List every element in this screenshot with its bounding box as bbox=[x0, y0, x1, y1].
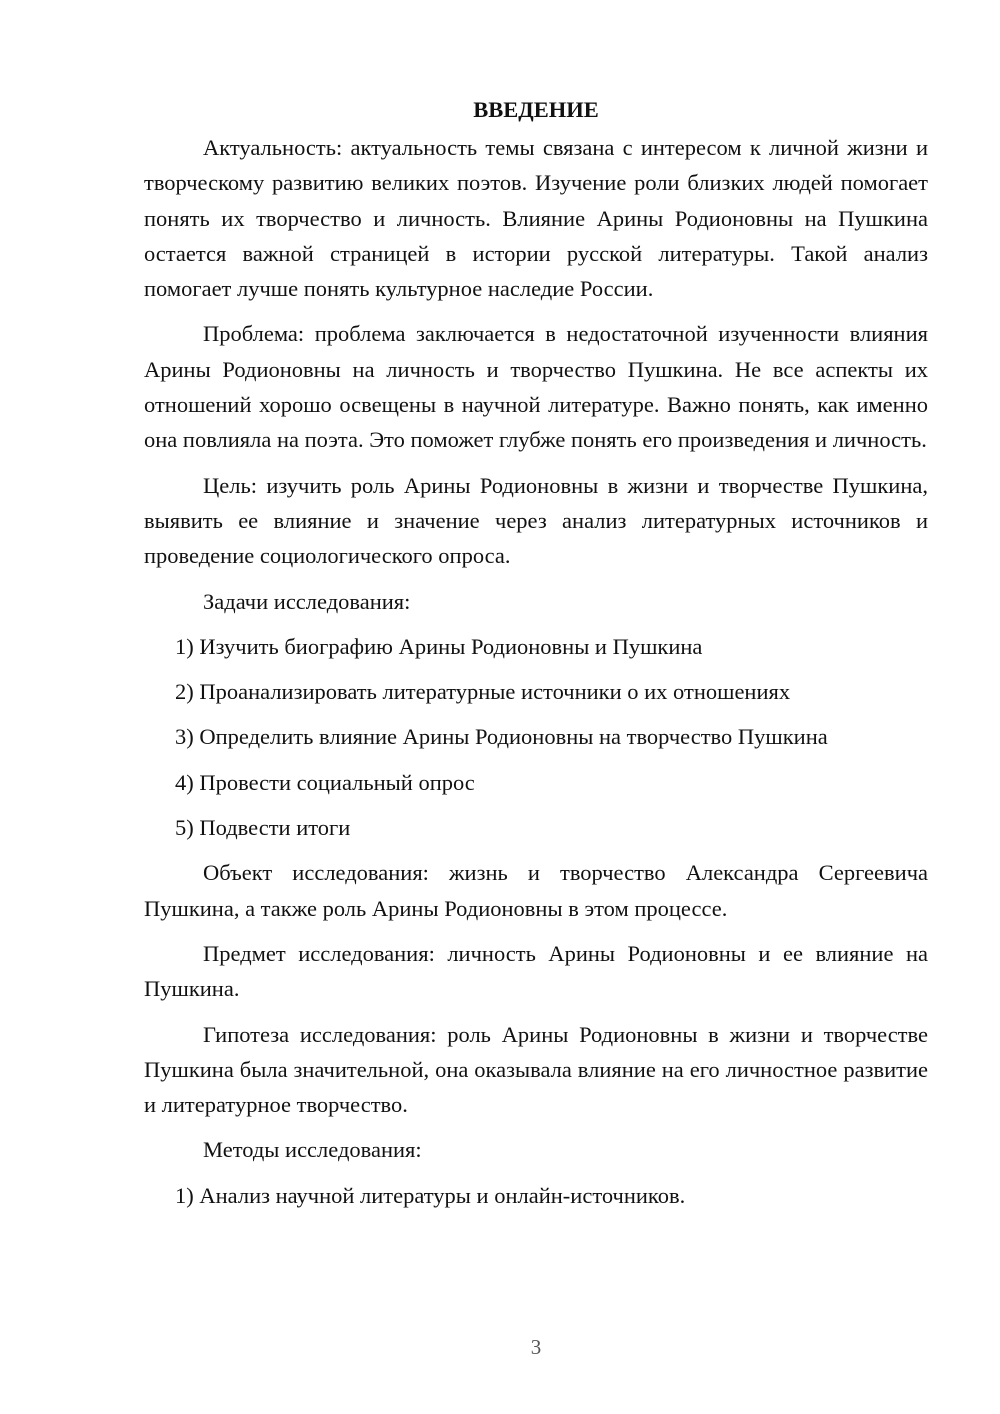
methods-list bbox=[144, 1178, 928, 1213]
problem-paragraph: Проблема: проблема заключается в недостаточной изученности влияния Арины Родионовны на личность и творчество Пушкина. Не все аспекты их отношений хорошо освещены в научной литературе. Важно понять, как именно она повлияла на поэта. Это поможет глубже понять его произведения и личность. bbox=[144, 321, 928, 453]
goal-paragraph: Цель: изучить роль Арины Родионовны в жизни и творчестве Пушкина, выявить ее влияние и значение через анализ литературных источников и проведение социологического опроса. bbox=[144, 472, 928, 569]
page-title: ВВЕДЕНИЕ bbox=[473, 97, 599, 122]
list-item: 4) Провести социальный опрос bbox=[175, 769, 475, 795]
list-item: 1) Изучить биографию Арины Родионовны и Пушкина bbox=[175, 633, 703, 659]
hypothesis-paragraph: Гипотеза исследования: роль Арины Родионовны в жизни и творчестве Пушкина была значительной, она оказывала влияние на его личностное развитие и литературное творчество. bbox=[144, 1021, 928, 1118]
list-item: 2) Проанализировать литературные источники о их отношениях bbox=[175, 679, 791, 705]
object-paragraph: Объект исследования: жизнь и творчество Александра Сергеевича Пушкина, а также роль Арины Родионовны в этом процессе. bbox=[144, 860, 928, 921]
tasks-list bbox=[144, 629, 928, 845]
tasks-heading: Задачи исследования: bbox=[203, 588, 411, 614]
methods-heading: Методы исследования: bbox=[203, 1137, 422, 1163]
list-item: 3) Определить влияние Арины Родионовны на творчество Пушкина bbox=[175, 724, 828, 750]
relevance-paragraph: Актуальность: актуальность темы связана с интересом к личной жизни и творческому развитию великих поэтов. Изучение роли близких людей помогает понять их творчество и личность. Влияние Арины Родионовны на Пушкина остается важной страницей в истории русской литературы. Такой анализ помогает лучше понять культурное наследие России. bbox=[144, 135, 928, 302]
subject-paragraph: Предмет исследования: личность Арины Родионовны и ее влияние на Пушкина. bbox=[144, 940, 928, 1002]
list-item: 5) Подвести итоги bbox=[175, 815, 351, 841]
document-body bbox=[144, 92, 928, 1223]
list-item: 1) Анализ научной литературы и онлайн-источников. bbox=[175, 1182, 686, 1208]
page-number: 3 bbox=[530, 1335, 542, 1359]
